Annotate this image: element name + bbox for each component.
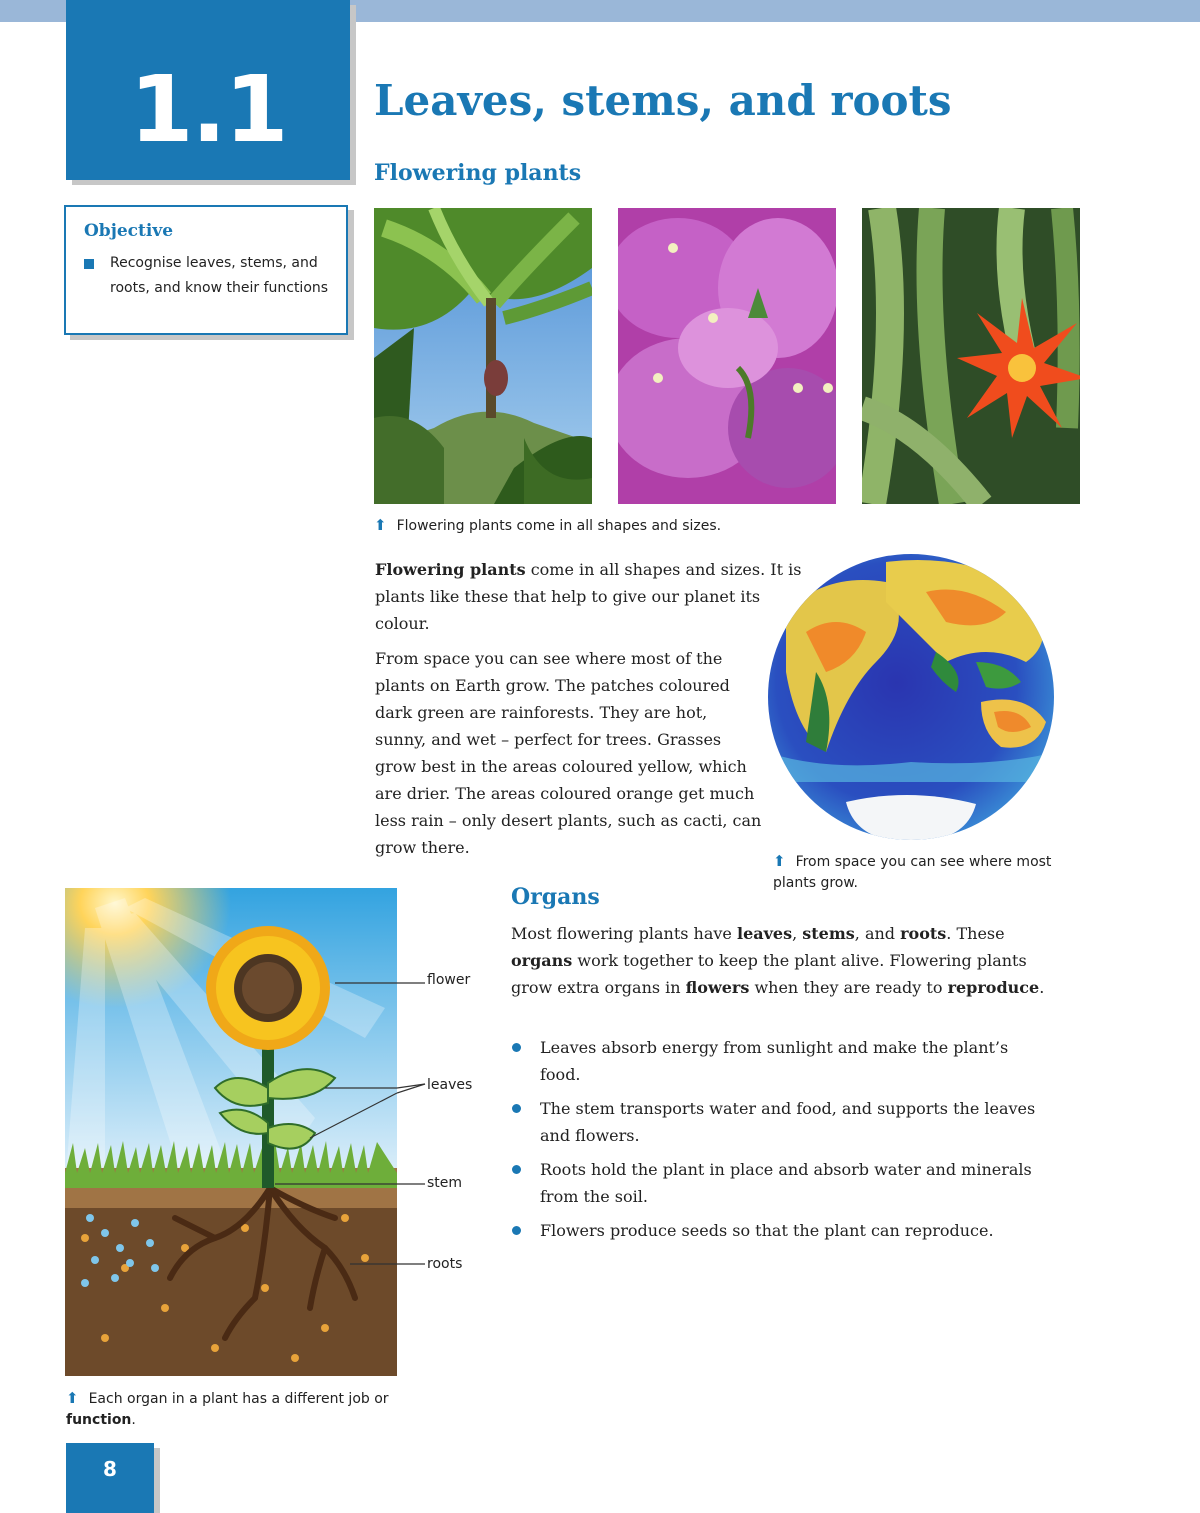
section-subtitle: Flowering plants	[374, 160, 582, 186]
diagram-leader-lines	[397, 888, 427, 1376]
intro-paragraph-1	[375, 556, 815, 637]
list-item	[511, 1156, 1051, 1210]
intro-paragraph-1-text: come in all shapes and sizes. It is plants like these that help to give our planet its colour.	[375, 560, 802, 633]
label-stem: stem	[427, 1175, 463, 1191]
label-leaves: leaves	[427, 1077, 473, 1093]
objective-box	[64, 205, 348, 335]
arrow-up-icon: ⬆	[66, 1389, 79, 1407]
list-item	[511, 1095, 1051, 1149]
label-roots: roots	[427, 1256, 463, 1272]
organ-functions-list	[511, 1034, 1051, 1251]
organs-text-6: when they are ready to	[749, 978, 948, 997]
organs-text-2: ,	[792, 924, 803, 943]
section-number-block	[66, 0, 350, 180]
key-term-reproduce: reproduce	[947, 978, 1040, 997]
key-term-function: function	[66, 1412, 132, 1428]
list-item-text: Leaves absorb energy from sunlight and make the plant’s food.	[540, 1038, 1009, 1084]
list-item	[511, 1217, 1051, 1244]
earth-globe-image	[766, 552, 1056, 842]
intro-paragraph-2: From space you can see where most of the plants on Earth grow. The patches coloured dark green are rainforests. They are hot, sunny, and wet – perfect for trees. Grasses grow best in the areas coloured yellow, which are drier. The areas coloured orange get much less rain – only desert plants, such as cacti, can grow there.	[375, 649, 762, 857]
objective-text: Recognise leaves, stems, and roots, and know their functions	[110, 255, 329, 296]
list-item-text: Roots hold the plant in place and absorb water and minerals from the soil.	[540, 1160, 1032, 1206]
objective-heading: Objective	[84, 221, 174, 241]
diagram-caption-end: .	[131, 1412, 136, 1428]
bullet-dot-icon	[512, 1104, 521, 1113]
organs-text-1: Most flowering plants have	[511, 924, 737, 943]
banana-plant-photo	[374, 208, 592, 504]
bullet-dot-icon	[512, 1043, 521, 1052]
plant-organs-diagram	[65, 888, 397, 1376]
diagram-caption-text: Each organ in a plant has a different job or	[88, 1391, 389, 1407]
organs-text-7: .	[1039, 978, 1045, 997]
key-term-flowers: flowers	[685, 978, 750, 997]
bougainvillea-photo	[618, 208, 836, 504]
section-number: 1.1	[129, 56, 287, 163]
page-title: Leaves, stems, and roots	[374, 76, 952, 125]
page-number: 8	[66, 1443, 154, 1513]
list-item-text: Flowers produce seeds so that the plant can reproduce.	[540, 1221, 994, 1240]
organs-text-5: work together to keep the plant alive. Flowering plants grow extra organs in	[511, 951, 1027, 997]
key-term-stems: stems	[802, 924, 855, 943]
organs-text-4: . These	[946, 924, 1005, 943]
organs-text-3: , and	[854, 924, 901, 943]
cactus-photo	[862, 208, 1080, 504]
key-term-leaves: leaves	[736, 924, 793, 943]
label-flower: flower	[427, 972, 471, 988]
diagram-caption	[66, 1388, 406, 1431]
organs-heading: Organs	[511, 884, 600, 910]
key-term-flowering-plants: Flowering plants	[375, 560, 526, 579]
photos-caption-text: Flowering plants come in all shapes and sizes.	[396, 518, 722, 534]
list-item-text: The stem transports water and food, and supports the leaves and flowers.	[540, 1099, 1036, 1145]
arrow-up-icon: ⬆	[773, 852, 786, 870]
organs-paragraph	[511, 920, 1056, 1001]
globe-caption	[773, 851, 1053, 894]
globe-caption-text: From space you can see where most plants grow.	[773, 854, 1052, 891]
arrow-up-icon: ⬆	[374, 516, 387, 534]
bullet-dot-icon	[512, 1165, 521, 1174]
key-term-roots: roots	[900, 924, 947, 943]
list-item	[511, 1034, 1051, 1088]
objective-bullet-icon	[84, 259, 94, 269]
photos-caption	[374, 515, 721, 537]
bullet-dot-icon	[512, 1226, 521, 1235]
key-term-organs: organs	[511, 951, 573, 970]
